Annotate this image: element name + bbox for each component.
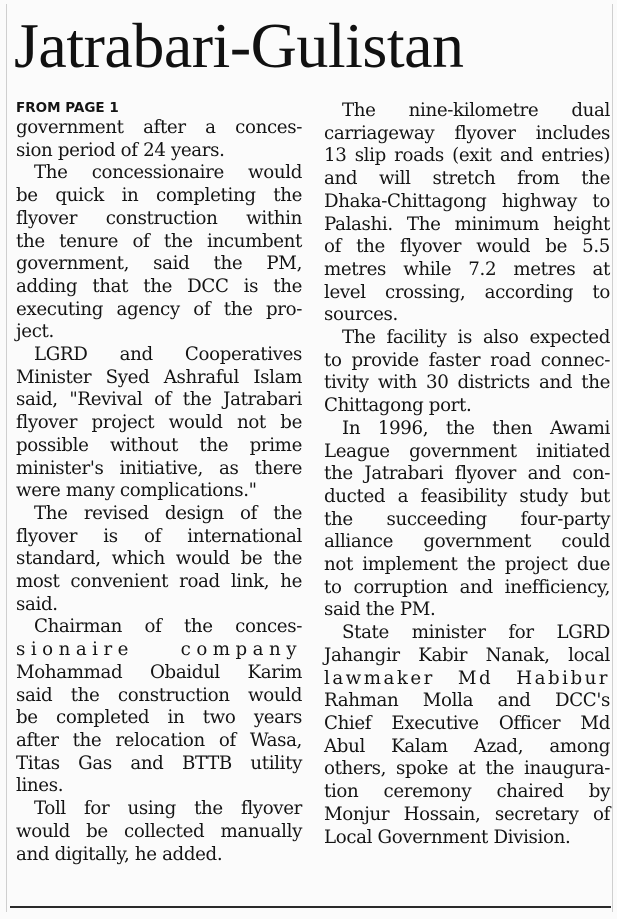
text-line: be quick in completing the (16, 185, 302, 207)
text-line: tion ceremony chaired by (324, 781, 610, 803)
article-column-left (16, 100, 302, 866)
text-line: after the relocation of Wasa, (16, 729, 302, 751)
text-line: were many complications." (16, 480, 257, 502)
text-line: lawmaker Md Habibur (324, 667, 610, 689)
text-line: the succeeding four-party (324, 508, 610, 530)
text-line: ducted a feasibility study but (324, 485, 610, 507)
text-line: The nine-kilometre dual (342, 100, 610, 121)
text-line: level crossing, according to (324, 281, 610, 303)
text-line: Toll for using the flyover (34, 798, 302, 820)
article-column-right (324, 100, 610, 849)
text-line: said. (16, 593, 58, 615)
text-line: said, "Revival of the Jatrabari (16, 389, 302, 411)
text-line: government, said the PM, (16, 253, 302, 275)
text-line: Local Government Division. (324, 826, 571, 848)
text-line: the tenure of the incumbent (16, 230, 302, 252)
text-line: Jahangir Kabir Nanak, local (324, 644, 610, 666)
text-line: and will stretch from the (324, 168, 610, 190)
text-line: be completed in two years (16, 707, 302, 729)
text-line: sion period of 24 years. (16, 139, 225, 161)
text-line: flyover construction within (16, 207, 302, 229)
text-line: standard, which would be the (16, 548, 302, 570)
text-line: sources. (324, 304, 398, 326)
text-line: alliance government could (324, 531, 610, 553)
text-line: government after a conces- (16, 117, 302, 138)
continuation-kicker: FROM PAGE 1 (16, 100, 119, 116)
text-line: In 1996, the then Awami (342, 417, 610, 439)
text-line: Monjur Hossain, secretary of (324, 803, 610, 825)
text-line: tivity with 30 districts and the (324, 372, 610, 394)
text-line: Abul Kalam Azad, among (324, 735, 610, 757)
text-line: said the construction would (16, 684, 302, 706)
text-line: others, spoke at the inaugura- (324, 758, 610, 780)
text-line: Titas Gas and BTTB utility (16, 752, 302, 774)
text-line: Chittagong port. (324, 395, 472, 417)
text-line: possible without the prime (16, 434, 302, 456)
text-line: The revised design of the (34, 502, 302, 524)
bottom-rule (10, 906, 611, 908)
text-line: of the flyover would be 5.5 (324, 236, 610, 258)
text-line: Rahman Molla and DCC's (324, 690, 610, 712)
text-line: would be collected manually (16, 820, 302, 842)
text-line: carriageway flyover includes (324, 122, 610, 144)
text-line: ject. (16, 321, 54, 343)
text-line: minister's initiative, as there (16, 457, 302, 479)
text-line: 13 slip roads (exit and entries) (324, 145, 610, 167)
text-line: LGRD and Cooperatives (34, 344, 302, 366)
text-line: Chief Executive Officer Md (324, 712, 610, 734)
text-line: lines. (16, 775, 64, 797)
text-line: flyover project would not be (16, 412, 302, 434)
text-line: adding that the DCC is the (16, 275, 302, 297)
text-line: to provide faster road connec- (324, 349, 610, 371)
text-line: not implement the project due (324, 554, 610, 576)
headline: Jatrabari-Gulistan (14, 10, 464, 81)
text-line: Dhaka-Chittagong highway to (324, 190, 610, 212)
text-line: Chairman of the conces- (34, 616, 302, 638)
text-line: to corruption and inefficiency, (324, 576, 610, 598)
text-line: Mohammad Obaidul Karim (16, 661, 302, 683)
text-line: said the PM. (324, 599, 436, 621)
text-line: The concessionaire would (34, 162, 302, 184)
text-line: the Jatrabari flyover and con- (324, 463, 610, 485)
text-line: most convenient road link, he (16, 571, 302, 593)
text-line: flyover is of international (16, 525, 302, 547)
text-line: The facility is also expected (342, 327, 610, 349)
text-line: sionaire company (16, 639, 302, 661)
text-line: League government initiated (324, 440, 610, 462)
text-line: executing agency of the pro- (16, 298, 302, 320)
text-line: State minister for LGRD (342, 622, 610, 644)
text-line: Minister Syed Ashraful Islam (16, 366, 302, 388)
text-line: metres while 7.2 metres at (324, 258, 610, 280)
text-line: Palashi. The minimum height (324, 213, 610, 235)
text-line: and digitally, he added. (16, 843, 223, 865)
